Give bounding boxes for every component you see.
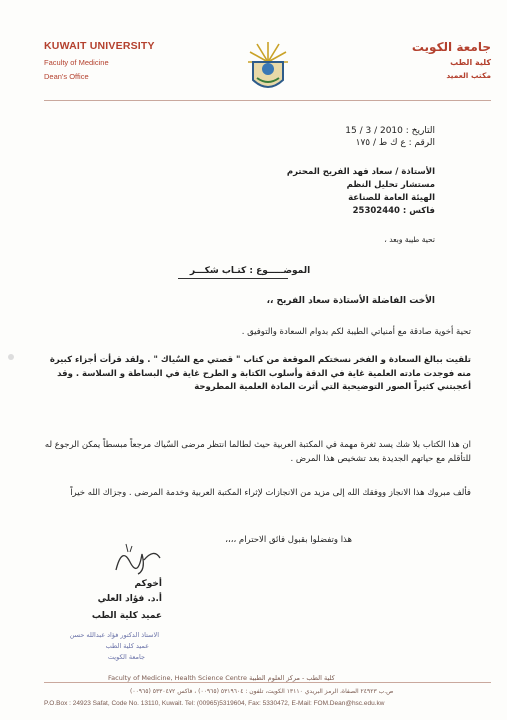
signatory-name: أ.د. فؤاد العلي bbox=[97, 594, 162, 604]
greeting-short: تحية طيبة وبعد ، bbox=[384, 235, 435, 244]
recipient-fax: فاكس : 25302440 bbox=[352, 206, 435, 216]
office-name-ar: مكتب العميد bbox=[446, 71, 491, 80]
handwritten-signature bbox=[108, 540, 168, 580]
letterhead-english bbox=[44, 40, 155, 81]
footer-faculty-ar: كلية الطب - مركز العلوم الطبية bbox=[249, 674, 335, 682]
recipient-title: مستشار تحليل النظم bbox=[346, 180, 435, 190]
footer-line-1 bbox=[108, 674, 335, 682]
office-name-en: Dean's Office bbox=[44, 72, 89, 81]
stamp-line-2: عميد كلية الطب bbox=[105, 642, 149, 650]
paragraph-2: تلقيت ببالغ السعادة و الفخر نسختكم الموقعة من كتاب " قصتي مع السٌياك " . ولقد قرأت أجزاء كبيرة منه فوجدت مادته العلمية غاية في الدقة وأسلوب الكتابة و الطرح غاية في البساطة و السلاسة . وقد أعجبتني كثيراً الصور التوضيحية التي أثرت المادة العلمية المطروحة bbox=[49, 355, 471, 392]
faculty-name-ar: كلية الطب bbox=[450, 58, 491, 67]
header-divider bbox=[44, 100, 491, 101]
paragraph-3: ان هذا الكتاب بلا شك يسد ثغرة مهمة في المكتبة العربية حيث لطالما انتظر مرضى السٌياك مرجعاً مبسطاً يمكن الرجوع له للتأقلم مع حياتهم الجديدة بعد تشخيص هذا المرض . bbox=[44, 440, 471, 464]
paragraph-1: تحية أخوية صادقة مع أمنياتي الطيبة لكم بدوام السعادة والتوفيق . bbox=[241, 327, 471, 337]
letter-subject: الموضـــــوع : كتـاب شكـــر bbox=[189, 266, 311, 276]
subject-underline bbox=[178, 278, 288, 279]
footer-faculty-en: Faculty of Medicine, Health Science Centre bbox=[108, 674, 247, 682]
letter-reference: الرقم : ع ك ط / ١٧٥ bbox=[355, 138, 435, 148]
recipient-organization: الهيئة العامة للصناعة bbox=[348, 193, 435, 203]
recipient-name: الأستاذة / سعاد فهد الفريح المحترم bbox=[286, 167, 435, 177]
footer-address-ar: ص.ب ٢٤٩٢٣ الصفاة، الرمز البريدي ١٣١١٠ الكويت، تلفون : ٥٣١٩٦٠٤ (٠٠٩٦٥) ، فاكس ٥٣٣٠٤٧٢ (٠٠٩٦٥) bbox=[130, 688, 394, 695]
footer-address-en: P.O.Box : 24923 Safat, Code No. 13110, Kuwait. Tel: (00965)5319604, Fax: 5330472, E-Mail: FOM.Dean@hsc.edu.kw bbox=[44, 700, 385, 707]
closing-line: هذا وتفضلوا بقبول فائق الاحترام ،،،، bbox=[225, 535, 352, 545]
university-logo-icon bbox=[247, 40, 289, 96]
university-name-ar: جامعة الكويت bbox=[411, 40, 491, 54]
letterhead-arabic bbox=[412, 40, 491, 80]
faculty-name-en: Faculty of Medicine bbox=[44, 58, 109, 67]
salutation: الأخت الفاضلة الأستاذة سعاد الفريح ،، bbox=[266, 296, 435, 306]
margin-mark bbox=[8, 354, 14, 360]
signatory-title: عميد كلية الطب bbox=[91, 611, 162, 621]
letter-date: التاريخ : 2010 / 3 / 15 bbox=[345, 126, 435, 136]
stamp-line-3: جامعة الكويت bbox=[107, 653, 145, 661]
footer-divider bbox=[44, 682, 491, 683]
stamp-line-1: الاستاذ الدكتور فؤاد عبدالله حسن bbox=[69, 631, 159, 639]
signature-closing: أخوكم bbox=[134, 579, 162, 589]
paragraph-4: فألف مبروك هذا الانجاز ووفقك الله إلى مزيد من الانجازات لإثراء المكتبة العربية وخدمة المرضى . وجزاك الله خيراً bbox=[70, 488, 471, 498]
university-name-en: KUWAIT UNIVERSITY bbox=[44, 40, 155, 52]
